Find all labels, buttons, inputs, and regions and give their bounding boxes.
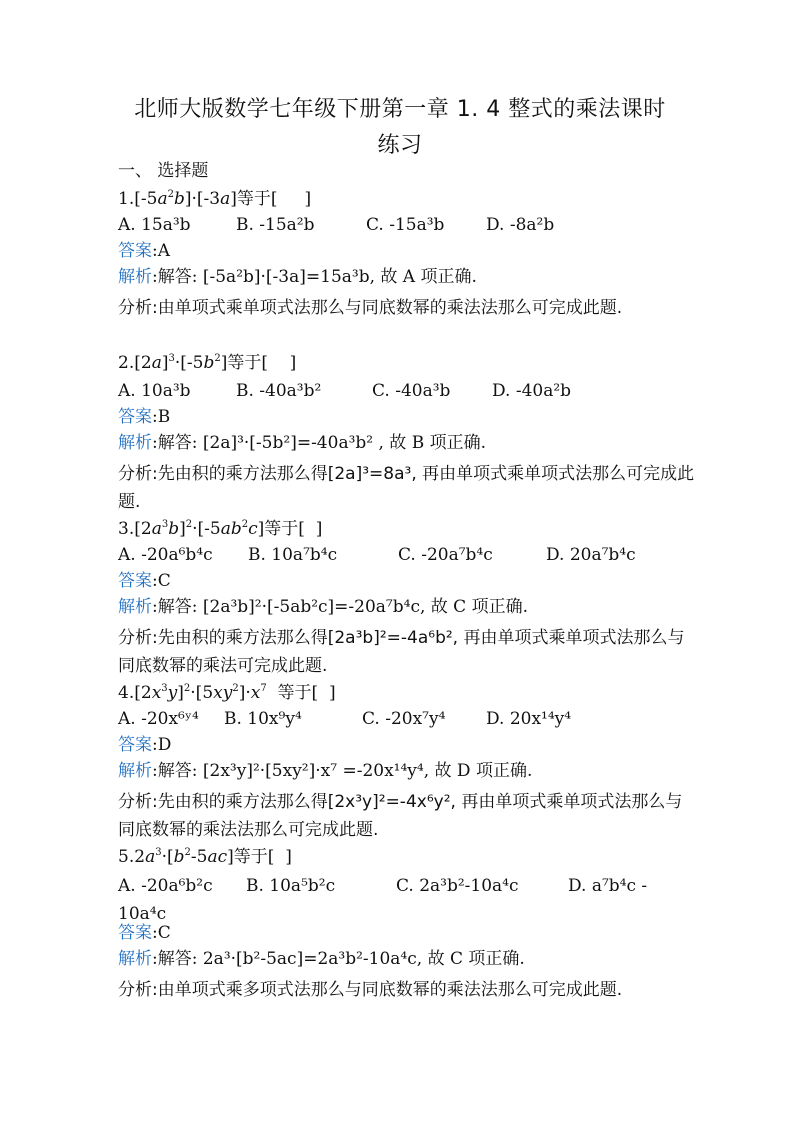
question-1-answer: 答案:A [118, 241, 171, 261]
option-c: C. 2a³b²-10a⁴c [396, 876, 519, 896]
answer-label: 答案 [118, 241, 152, 261]
answer-value: B [157, 407, 171, 427]
question-2-options [118, 380, 698, 402]
question-3-answer: 答案:C [118, 571, 171, 591]
analysis-label: 解析 [118, 267, 152, 287]
answer-label: 答案 [118, 571, 152, 591]
analysis-text: 解答: [2a³b]²·[-5ab²c]=-20a⁷b⁴c, 故 C 项正确. [157, 597, 528, 617]
answer-label: 答案 [118, 407, 152, 427]
question-2-analysis: 解析:解答: [2a]³·[-5b²]=-40a³b² , 故 B 项正确. [118, 433, 487, 453]
option-a: A. -20a⁶b⁴c [118, 545, 213, 565]
question-2-answer: 答案:B [118, 407, 171, 427]
question-4-options [118, 708, 698, 730]
option-d: D. 20x¹⁴y⁴ [486, 709, 572, 729]
answer-label: 答案 [118, 923, 152, 943]
question-5-fenxi: 分析:由单项式乘多项式法那么与同底数幂的乘法法那么可完成此题. [118, 980, 623, 1000]
fenxi-text: 先由积的乘方法那么得[2a³b]²=-4a⁶b², 再由单项式乘单项式法那么与同底数幂的乘法可完成此题. [118, 628, 685, 676]
analysis-text: 解答: [2x³y]²·[5xy²]·x⁷ =-20x¹⁴y⁴, 故 D 项正确. [157, 761, 533, 781]
fenxi-text: 先由积的乘方法那么得[2x³y]²=-4x⁶y², 再由单项式乘单项式法那么与同底数幂的乘法法那么可完成此题. [118, 792, 683, 840]
option-c: C. -15a³b [366, 215, 445, 235]
question-1-stem: $1.[-5a^2b]\cdot[-3a]$等于[ ] [118, 189, 312, 209]
document-title [118, 92, 682, 164]
question-2-stem: $2.[2a]^3\cdot[-5b^2]$等于[ ] [118, 353, 297, 373]
option-c: C. -20x⁷y⁴ [362, 709, 446, 729]
question-1-options [118, 214, 698, 236]
analysis-text: 解答: [2a]³·[-5b²]=-40a³b² , 故 B 项正确. [157, 433, 487, 453]
question-4-stem: $4.[2x^3y]^2\cdot[5xy^2]\cdot x^7$ 等于[ ] [118, 683, 336, 703]
analysis-label: 解析 [118, 597, 152, 617]
question-1-analysis: 解析:解答: [-5a²b]·[-3a]=15a³b, 故 A 项正确. [118, 267, 477, 287]
analysis-text: 解答: [-5a²b]·[-3a]=15a³b, 故 A 项正确. [157, 267, 477, 287]
option-b: B. -40a³b² [236, 381, 322, 401]
question-5-options [118, 872, 698, 928]
fenxi-text: 由单项式乘单项式法那么与同底数幂的乘法法那么可完成此题. [157, 298, 623, 318]
answer-value: D [157, 735, 172, 755]
option-a: A. -20x⁶ʸ⁴ [118, 709, 199, 729]
question-3-fenxi: 分析:先由积的乘方法那么得[2a³b]²=-4a⁶b², 再由单项式乘单项式法那么与同底数幂的乘法可完成此题. [118, 628, 685, 676]
question-5-stem: $5.2a^3\cdot[b^2-5ac]$等于[ ] [118, 847, 292, 867]
option-d: D. 20a⁷b⁴c [546, 545, 636, 565]
option-d: D. a⁷b⁴c - 10a⁴c [118, 876, 648, 924]
option-d: D. -8a²b [486, 215, 555, 235]
analysis-label: 解析 [118, 949, 152, 969]
question-4-analysis: 解析:解答: [2x³y]²·[5xy²]·x⁷ =-20x¹⁴y⁴, 故 D 项正确. [118, 761, 533, 781]
option-b: B. 10x⁹y⁴ [224, 709, 302, 729]
question-1-fenxi: 分析:由单项式乘单项式法那么与同底数幂的乘法法那么可完成此题. [118, 298, 623, 318]
fenxi-text: 由单项式乘多项式法那么与同底数幂的乘法法那么可完成此题. [157, 980, 623, 1000]
question-5-answer: 答案:C [118, 923, 171, 943]
question-2-fenxi: 分析:先由积的乘方法那么得[2a]³=8a³, 再由单项式乘单项式法那么可完成此题. [118, 464, 695, 512]
fenxi-text: 先由积的乘方法那么得[2a]³=8a³, 再由单项式乘单项式法那么可完成此题. [118, 464, 695, 512]
answer-value: A [157, 241, 171, 261]
question-3-analysis: 解析:解答: [2a³b]²·[-5ab²c]=-20a⁷b⁴c, 故 C 项正确. [118, 597, 528, 617]
question-3-options [118, 544, 698, 566]
section-heading: 一、 选择题 [118, 161, 209, 181]
option-a: A. 15a³b [118, 215, 191, 235]
analysis-text: 解答: 2a³·[b²-5ac]=2a³b²-10a⁴c, 故 C 项正确. [157, 949, 525, 969]
option-b: B. 10a⁵b²c [246, 876, 336, 896]
option-b: B. 10a⁷b⁴c [248, 545, 338, 565]
question-4-answer: 答案:D [118, 735, 172, 755]
analysis-label: 解析 [118, 433, 152, 453]
question-4-fenxi: 分析:先由积的乘方法那么得[2x³y]²=-4x⁶y², 再由单项式乘单项式法那么与同底数幂的乘法法那么可完成此题. [118, 792, 683, 840]
answer-label: 答案 [118, 735, 152, 755]
analysis-label: 解析 [118, 761, 152, 781]
title-line-2: 练习 [377, 133, 423, 158]
option-a: A. 10a³b [118, 381, 191, 401]
answer-value: C [157, 571, 171, 591]
option-c: C. -40a³b [372, 381, 451, 401]
option-a: A. -20a⁶b²c [118, 876, 213, 896]
answer-value: C [157, 923, 171, 943]
title-line-1: 北师大版数学七年级下册第一章 1. 4 整式的乘法课时 [134, 97, 666, 122]
option-c: C. -20a⁷b⁴c [398, 545, 493, 565]
option-d: D. -40a²b [492, 381, 572, 401]
question-5-analysis: 解析:解答: 2a³·[b²-5ac]=2a³b²-10a⁴c, 故 C 项正确. [118, 949, 525, 969]
question-3-stem: $3.[2a^3b]^2\cdot[-5ab^2c]$等于[ ] [118, 519, 323, 539]
option-b: B. -15a²b [236, 215, 315, 235]
